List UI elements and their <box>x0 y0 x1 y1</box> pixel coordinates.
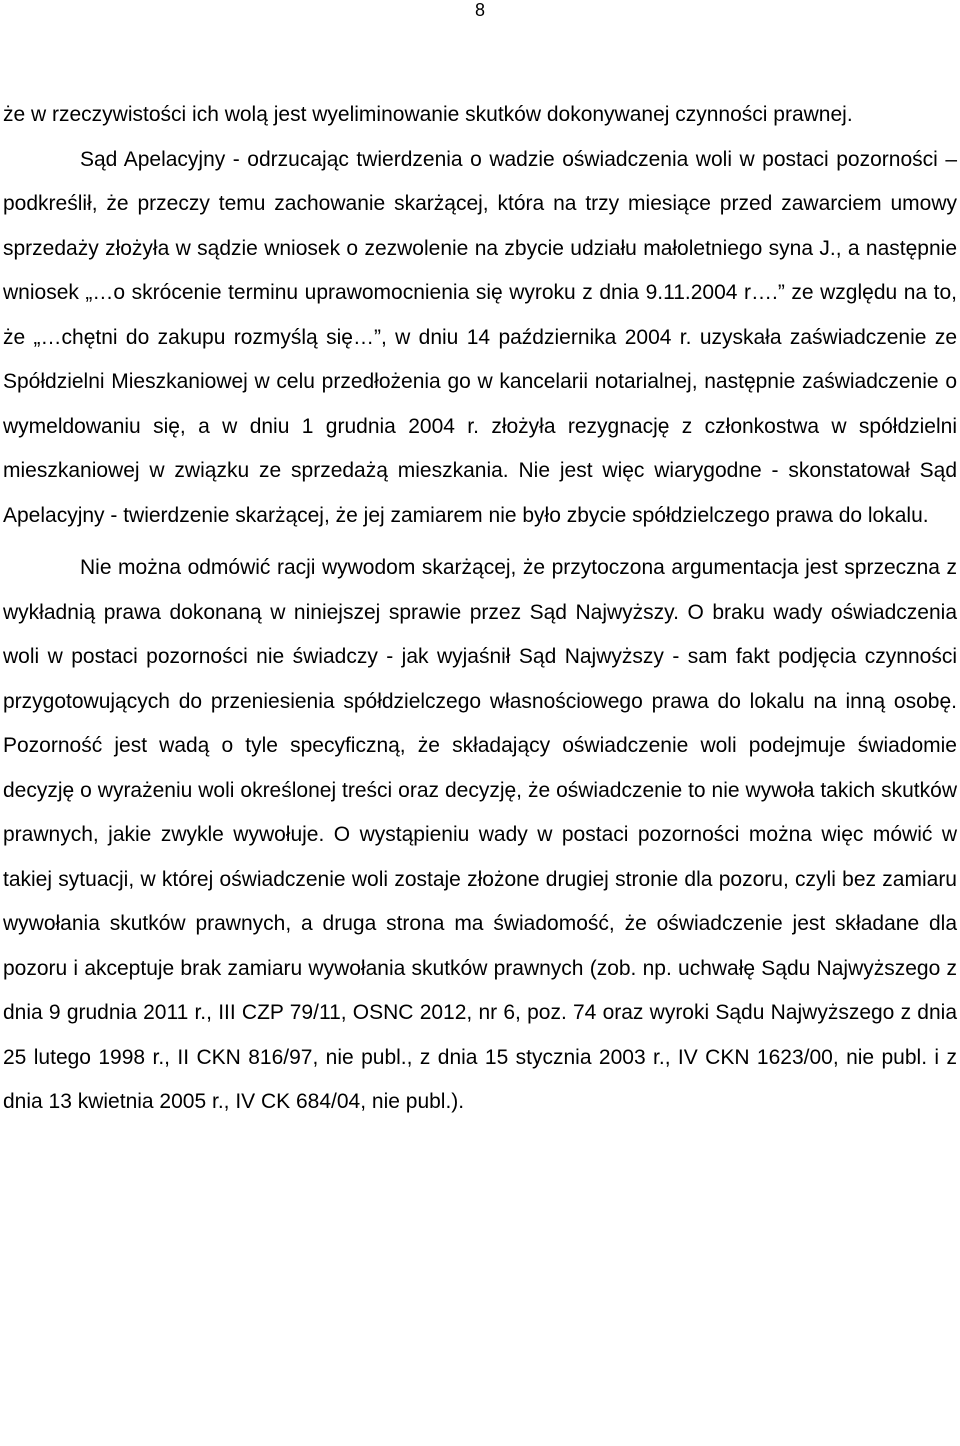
page-number: 8 <box>474 0 485 20</box>
paragraph-continuation: że w rzeczywistości ich wolą jest wyeliminowanie skutków dokonywanej czynności prawnej. <box>3 103 853 126</box>
paragraph-supreme-court: Nie można odmówić racji wywodom skarżącej, że przytoczona argumentacja jest sprzeczna z wykładnią prawa dokonaną w niniejszej sprawie przez Sąd Najwyższy. O braku wady oświadczenia woli w postaci pozorności nie świadczy - jak wyjaśnił Sąd Najwyższy - sam fakt podjęcia czynności przygotowujących do przeniesienia spółdzielczego własnościowego prawa do lokalu na inną osobę. Pozorność jest wadą o tyle specyficzną, że składający oświadczenie woli podejmuje świadomie decyzję o wyrażeniu woli określonej treści oraz decyzję, że oświadczenie to nie wywoła takich skutków prawnych, jakie zwykle wywołuje. O wystąpieniu wady w postaci pozorności można więc mówić w takiej sytuacji, w której oświadczenie woli zostaje złożone drugiej stronie dla pozoru, czyli bez zamiaru wywołania skutków prawnych, a druga strona ma świadomość, że oświadczenie jest składane dla pozoru i akceptuje brak zamiaru wywołania skutków prawnych (zob. np. uchwałę Sądu Najwyższego z dnia 9 grudnia 2011 r., III CZP 79/11, OSNC 2012, nr 6, poz. 74 oraz wyroki Sądu Najwyższego z dnia 25 lutego 1998 r., II CKN 816/97, nie publ., z dnia 15 stycznia 2003 r., IV CKN 1623/00, nie publ. i z dnia 13 kwietnia 2005 r., IV CK 684/04, nie publ.). <box>3 556 957 1113</box>
document-body <box>3 93 957 1125</box>
paragraph-appeal-court: Sąd Apelacyjny - odrzucając twierdzenia o wadzie oświadczenia woli w postaci pozorności – podkreślił, że przeczy temu zachowanie skarżącej, która na trzy miesiące przed zawarciem umowy sprzedaży złożyła w sądzie wniosek o zezwolenie na zbycie udziału małoletniego syna J., a następnie wniosek „…o skrócenie terminu uprawomocnienia się wyroku z dnia 9.11.2004 r….” ze względu na to, że „…chętni do zakupu rozmyślą się…”, w dniu 14 października 2004 r. uzyskała zaświadczenie ze Spółdzielni Mieszkaniowej w celu przedłożenia go w kancelarii notarialnej, następnie zaświadczenie o wymeldowaniu się, a w dniu 1 grudnia 2004 r. złożyła rezygnację z członkostwa w spółdzielni mieszkaniowej w związku ze sprzedażą mieszkania. Nie jest więc wiarygodne - skonstatował Sąd Apelacyjny - twierdzenie skarżącej, że jej zamiarem nie było zbycie spółdzielczego prawa do lokalu. <box>3 147 957 527</box>
